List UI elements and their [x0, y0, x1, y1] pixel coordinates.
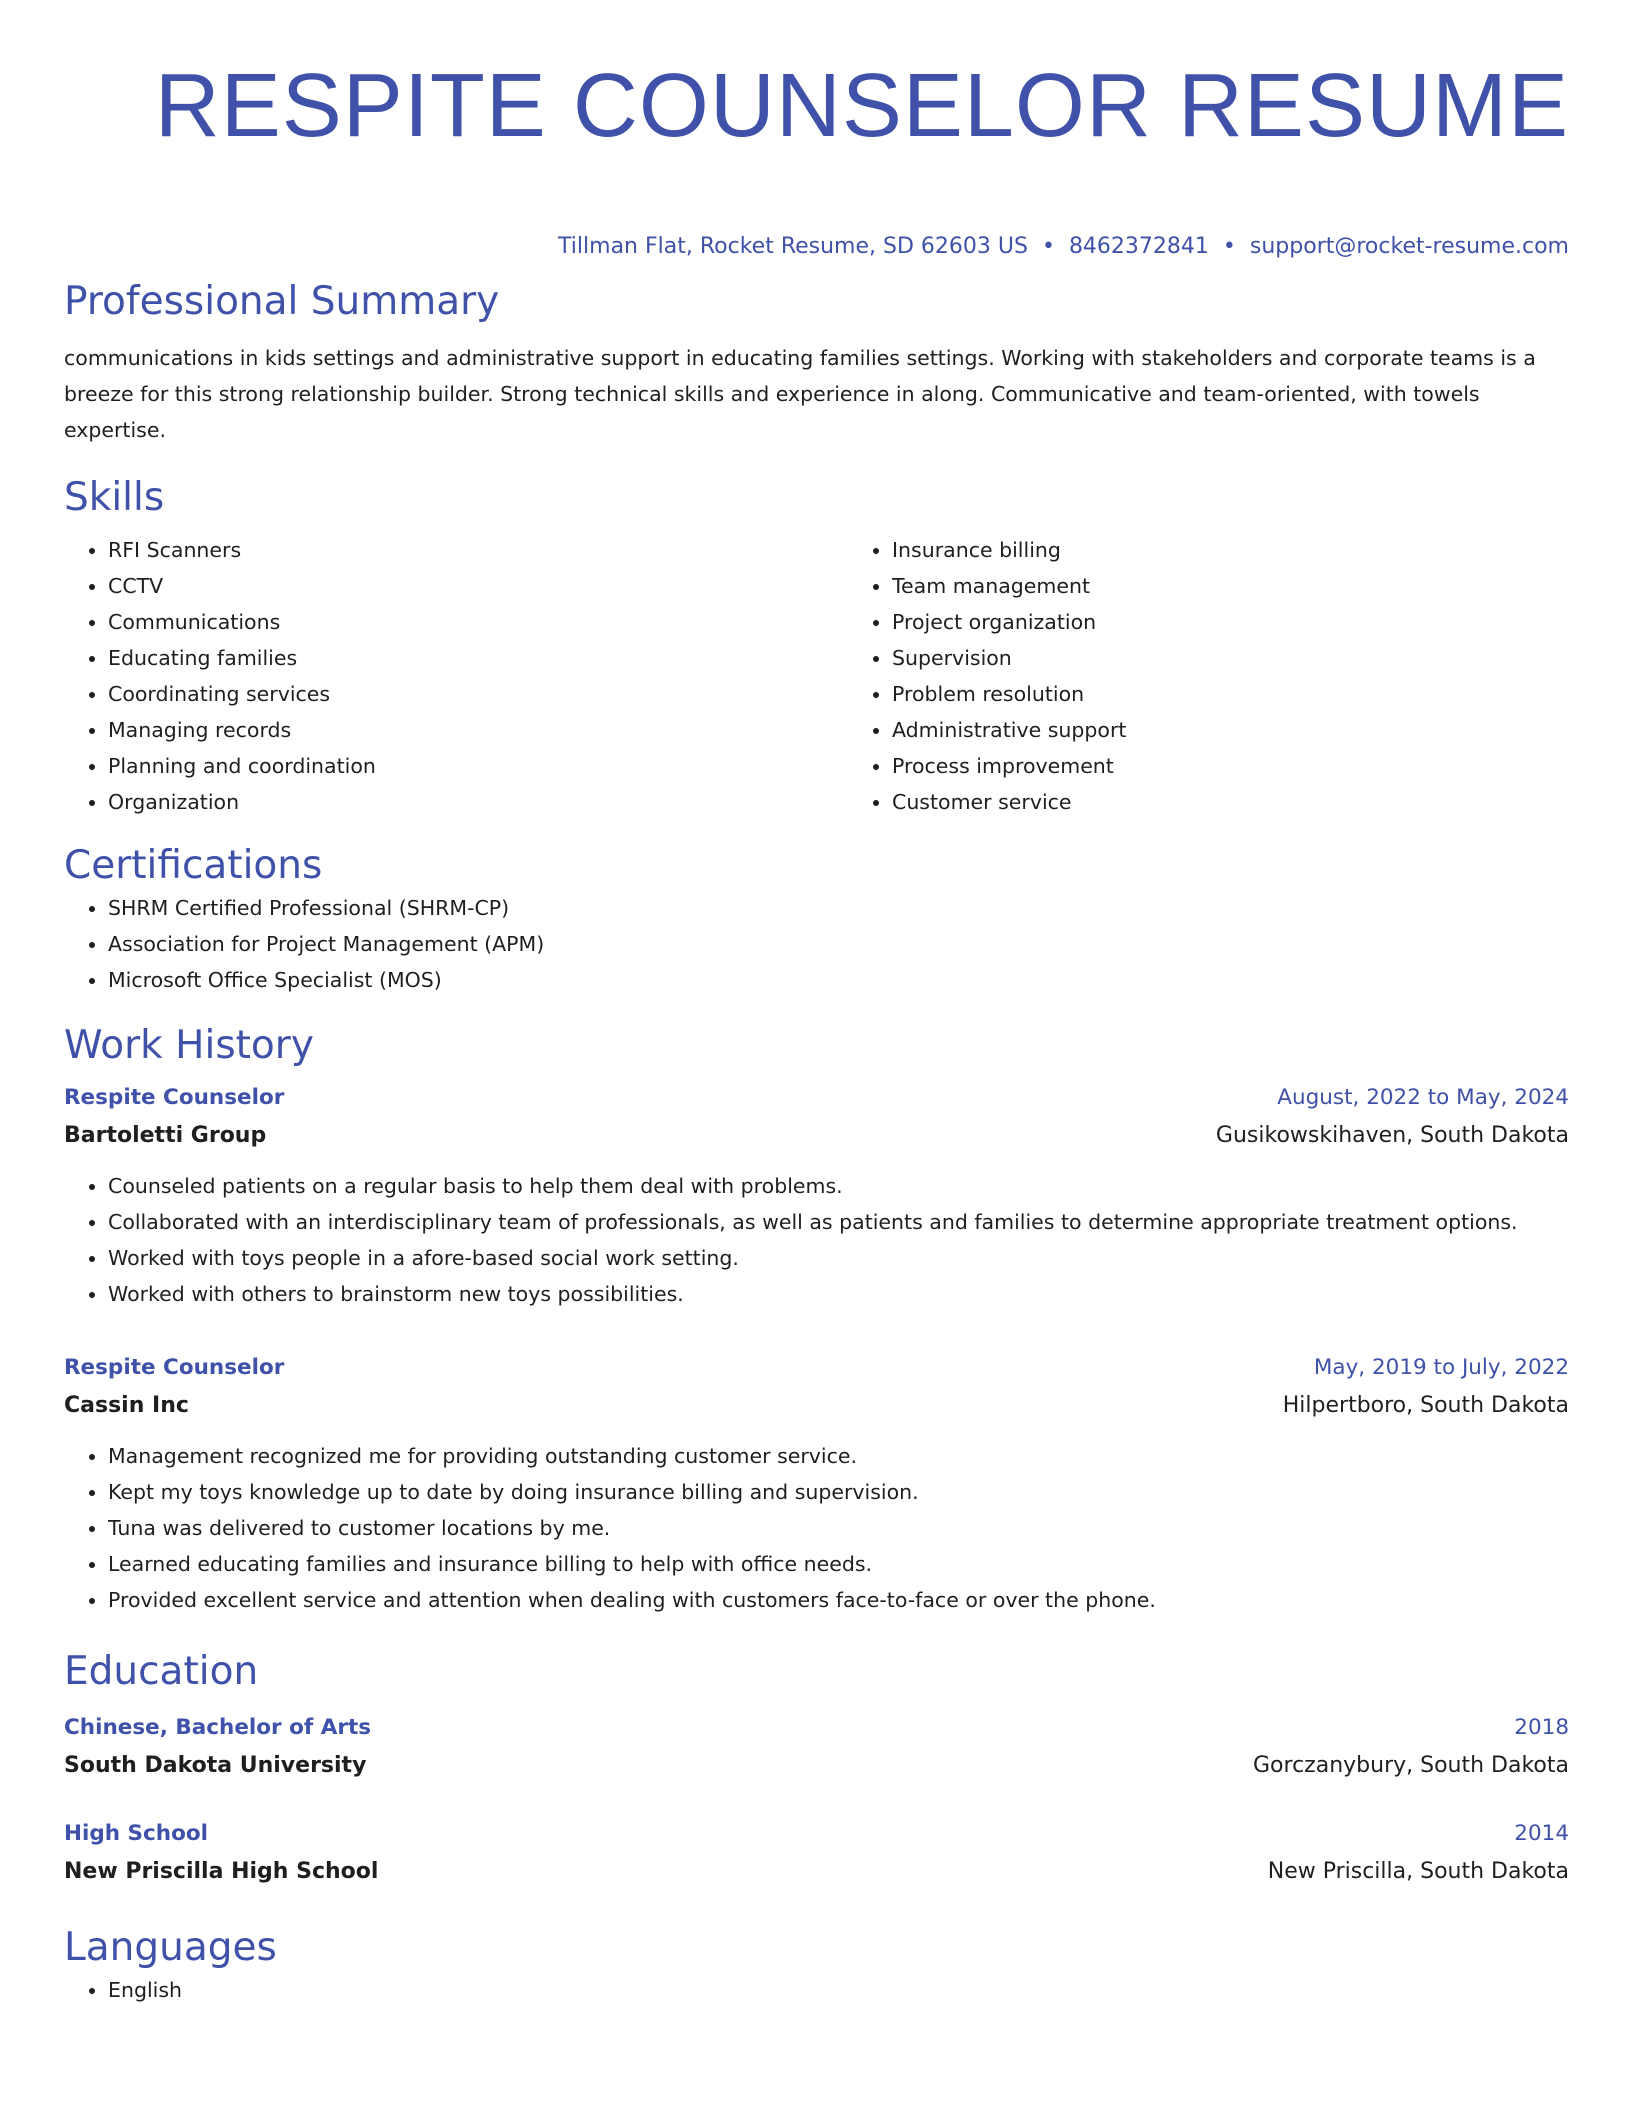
certification-item: • Microsoft Office Specialist (MOS) [108, 962, 1569, 998]
job-company-row [64, 1116, 1569, 1156]
contact-address: Tillman Flat, Rocket Resume, SD 62603 US [558, 234, 1028, 259]
job-company: Cassin Inc [64, 1393, 189, 1418]
education-location: Gorczanybury, South Dakota [1253, 1753, 1569, 1778]
education-entry [64, 1816, 1569, 1892]
education-header-row [64, 1816, 1569, 1852]
job-bullet: • Worked with toys people in a afore-based social work setting. [108, 1240, 1569, 1276]
certification-item: • SHRM Certified Professional (SHRM-CP) [108, 890, 1569, 926]
education-location: New Priscilla, South Dakota [1267, 1859, 1569, 1884]
job-location: Hilpertboro, South Dakota [1282, 1393, 1569, 1418]
job-company: Bartoletti Group [64, 1123, 267, 1148]
job-bullets [64, 1438, 1569, 1618]
education-year: 2014 [1514, 1821, 1569, 1846]
certifications-heading: Certifications [64, 843, 323, 888]
skill-item: • Customer service [892, 784, 1126, 820]
skill-item: • Process improvement [892, 748, 1126, 784]
job-header-row [64, 1080, 1569, 1116]
job-bullet: • Counseled patients on a regular basis to help them deal with problems. [108, 1168, 1569, 1204]
job-bullet: • Provided excellent service and attention when dealing with customers face-to-face or over the phone. [108, 1582, 1569, 1618]
education-school: New Priscilla High School [64, 1859, 379, 1884]
summary-heading: Professional Summary [64, 279, 500, 324]
job-bullet: • Collaborated with an interdisciplinary team of professionals, as well as patients and families to determine appropriate treatment options. [108, 1204, 1569, 1240]
education-entry [64, 1710, 1569, 1786]
contact-separator: • [1041, 234, 1055, 259]
certification-item: • Association for Project Management (APM) [108, 926, 1569, 962]
skills-list-right [848, 532, 1126, 820]
language-item: • English [108, 1972, 1569, 2008]
education-heading: Education [64, 1649, 259, 1694]
job-bullets [64, 1168, 1569, 1312]
skill-item: • Communications [108, 604, 848, 640]
contact-line [64, 232, 1569, 262]
skills-grid [64, 532, 1569, 820]
skill-item: • CCTV [108, 568, 848, 604]
skill-item: • Team management [892, 568, 1126, 604]
skill-item: • Managing records [108, 712, 848, 748]
job-bullet: • Management recognized me for providing outstanding customer service. [108, 1438, 1569, 1474]
skill-item: • Supervision [892, 640, 1126, 676]
contact-phone: 8462372841 [1068, 234, 1209, 259]
job-bullet: • Kept my toys knowledge up to date by doing insurance billing and supervision. [108, 1474, 1569, 1510]
contact-email[interactable]: support@rocket-resume.com [1249, 234, 1569, 259]
education-header-row [64, 1710, 1569, 1746]
resume-title: RESPITE COUNSELOR RESUME [154, 56, 1569, 156]
summary-text: communications in kids settings and administrative support in educating families settings. Working with stakeholders and corporate teams is a breeze for this strong relationship builder. Strong technical skills and experience in along. Communicative and team-oriented, with towels expertise. [64, 346, 1536, 442]
job-role: Respite Counselor [64, 1085, 285, 1110]
job-entry [64, 1350, 1569, 1618]
job-location: Gusikowskihaven, South Dakota [1215, 1123, 1569, 1148]
certifications-list [64, 890, 1569, 998]
skills-heading: Skills [64, 475, 165, 520]
education-degree: High School [64, 1821, 208, 1846]
job-bullet: • Learned educating families and insurance billing to help with office needs. [108, 1546, 1569, 1582]
job-entry [64, 1080, 1569, 1312]
job-dates: May, 2019 to July, 2022 [1313, 1355, 1569, 1380]
education-degree: Chinese, Bachelor of Arts [64, 1715, 372, 1740]
skill-item: • Project organization [892, 604, 1126, 640]
skill-item: • Educating families [108, 640, 848, 676]
skill-item: • Coordinating services [108, 676, 848, 712]
education-year: 2018 [1514, 1715, 1569, 1740]
resume-header [64, 56, 1569, 262]
job-dates: August, 2022 to May, 2024 [1277, 1085, 1569, 1110]
skill-item: • RFI Scanners [108, 532, 848, 568]
skill-item: • Organization [108, 784, 848, 820]
skill-item: • Insurance billing [892, 532, 1126, 568]
languages-heading: Languages [64, 1925, 277, 1970]
job-role: Respite Counselor [64, 1355, 285, 1380]
languages-list [64, 1972, 1569, 2008]
job-company-row [64, 1386, 1569, 1426]
skill-item: • Problem resolution [892, 676, 1126, 712]
education-school-row [64, 1746, 1569, 1786]
education-school: South Dakota University [64, 1753, 367, 1778]
skills-list-left [64, 532, 848, 820]
skill-item: • Planning and coordination [108, 748, 848, 784]
job-header-row [64, 1350, 1569, 1386]
job-bullet: • Worked with others to brainstorm new toys possibilities. [108, 1276, 1569, 1312]
education-school-row [64, 1852, 1569, 1892]
contact-separator: • [1222, 234, 1236, 259]
skill-item: • Administrative support [892, 712, 1126, 748]
work-history-heading: Work History [64, 1023, 314, 1068]
job-bullet: • Tuna was delivered to customer locations by me. [108, 1510, 1569, 1546]
